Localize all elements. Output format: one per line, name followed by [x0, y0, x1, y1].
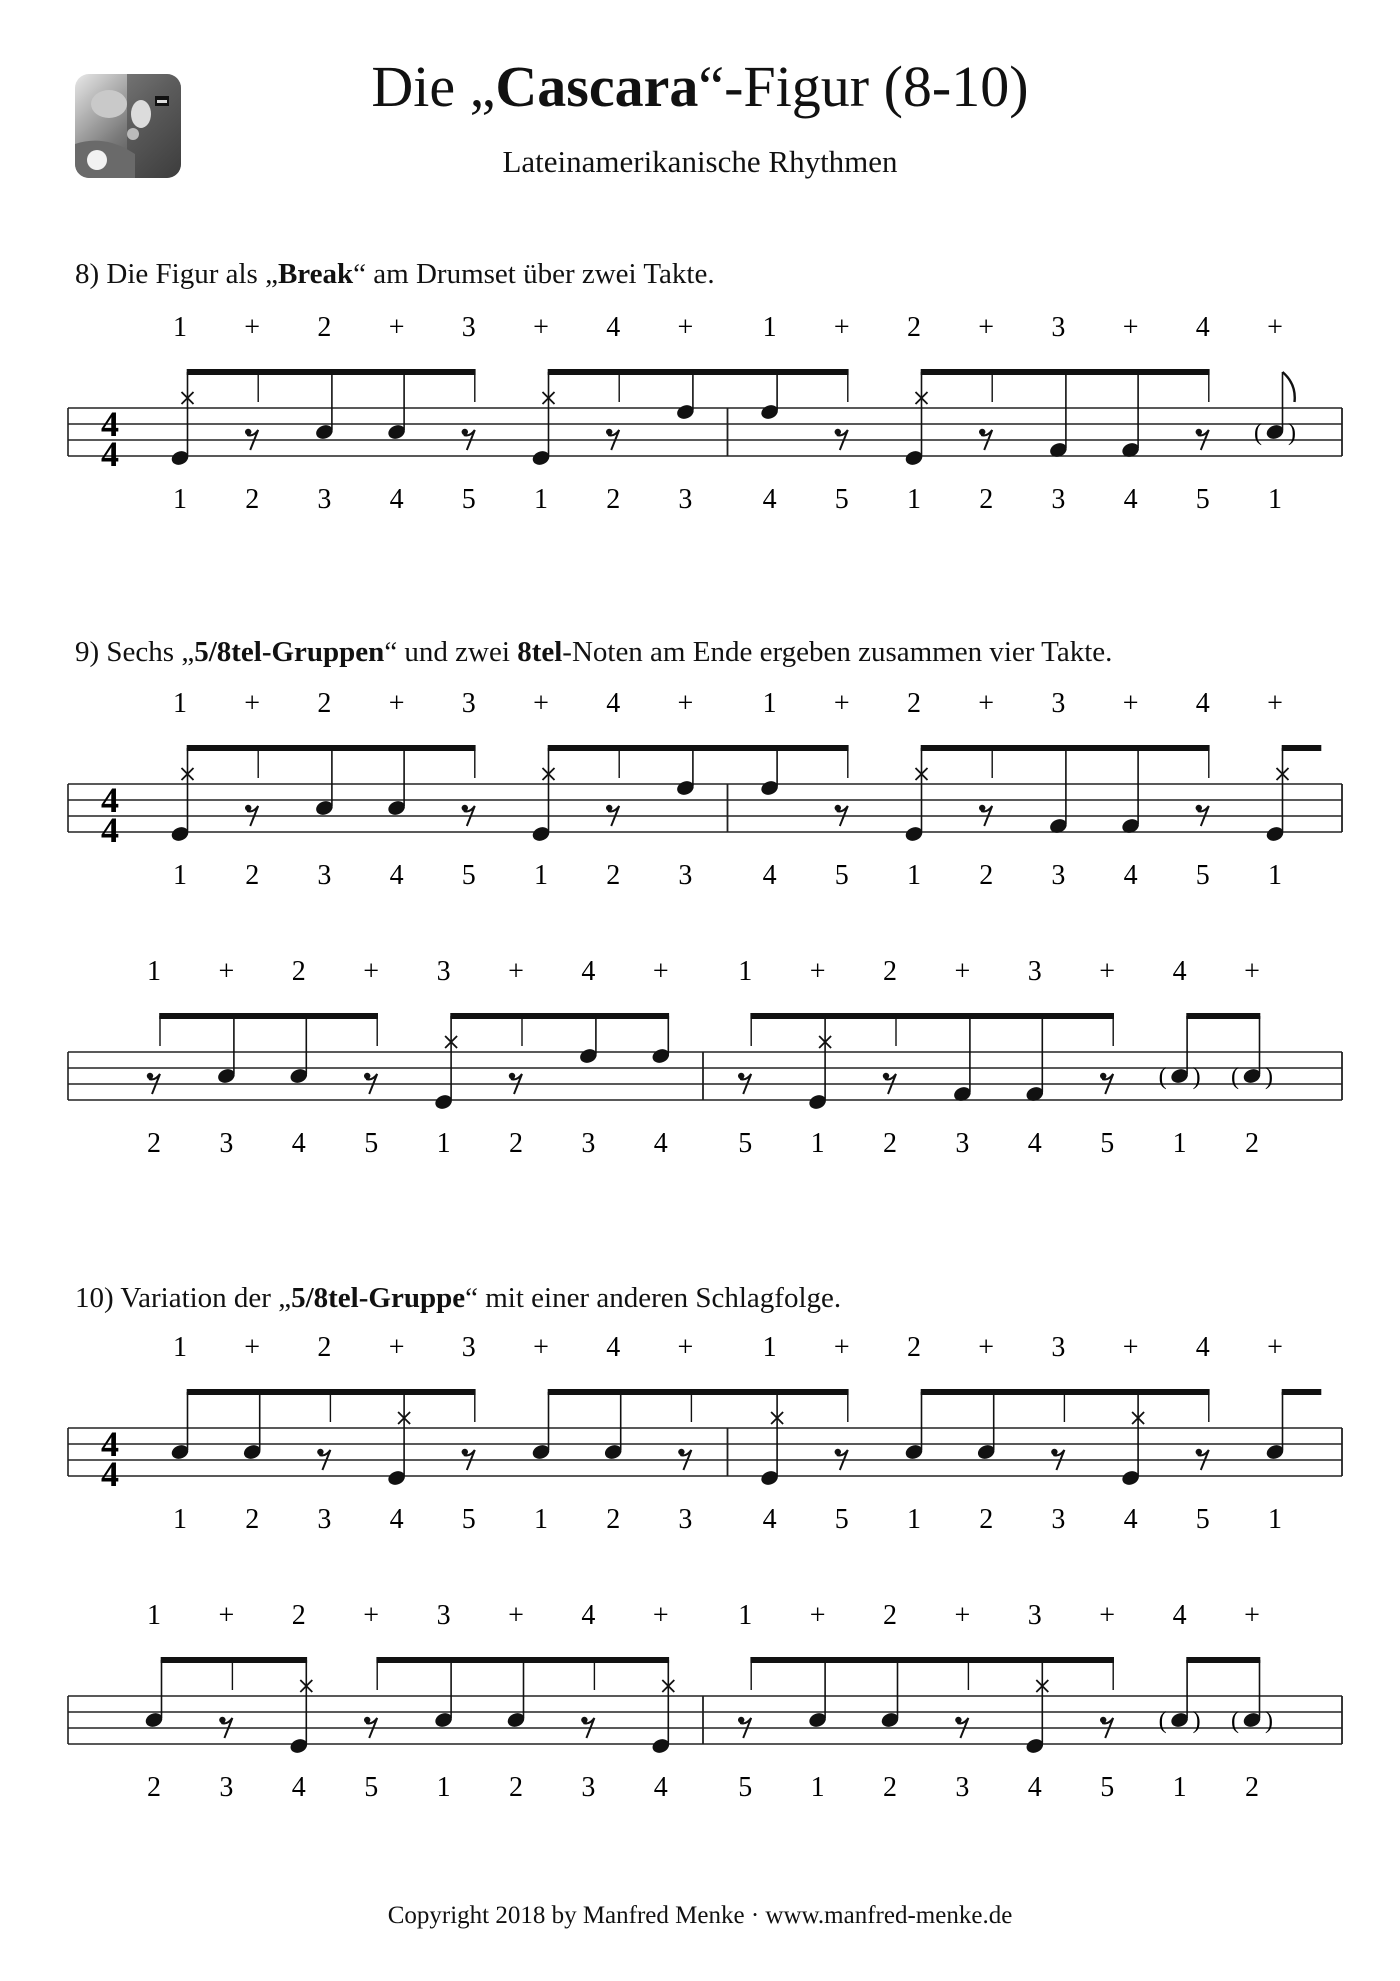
- beam: [548, 745, 849, 751]
- count-label: 4: [606, 1332, 621, 1363]
- group-number: 2: [606, 1504, 621, 1535]
- ghost-paren-right: ): [1288, 420, 1296, 446]
- count-label: 4: [606, 688, 621, 719]
- count-label: +: [1244, 1600, 1260, 1631]
- count-label: +: [533, 312, 549, 343]
- group-number: 2: [1245, 1772, 1259, 1803]
- staff-system-10b: [0, 1588, 1400, 1838]
- ghost-paren-right: ): [1192, 1708, 1201, 1734]
- eighth-rest: [364, 1073, 370, 1079]
- group-number: 3: [581, 1772, 596, 1803]
- eighth-rest: [1196, 1449, 1202, 1455]
- count-label: +: [1122, 312, 1139, 343]
- group-number: 5: [834, 860, 849, 891]
- group-number: 3: [219, 1128, 234, 1159]
- group-number: 2: [147, 1772, 161, 1803]
- group-number: 5: [1195, 484, 1210, 515]
- ghost-paren-left: (: [1254, 420, 1262, 446]
- time-signature-numerator: 4: [101, 1424, 119, 1464]
- group-number: 1: [1268, 484, 1282, 515]
- beam: [921, 369, 1210, 375]
- beam: [376, 1657, 669, 1663]
- page-subtitle: Lateinamerikanische Rhythmen: [502, 144, 898, 179]
- group-number: 1: [1268, 860, 1282, 891]
- group-number: 2: [979, 484, 994, 515]
- count-label: +: [508, 956, 524, 987]
- count-label: 2: [291, 956, 306, 987]
- count-label: 2: [883, 1600, 897, 1631]
- section-8-heading: 8) Die Figur als „Break“ am Drumset über zwei Takte.: [75, 258, 715, 290]
- copyright-footer: Copyright 2018 by Manfred Menke · www.manfred-menke.de: [387, 1902, 1013, 1929]
- group-number: 3: [955, 1772, 970, 1803]
- group-number: 1: [907, 484, 921, 515]
- time-signature-numerator: 4: [101, 404, 119, 444]
- staff-system-9b: [0, 944, 1400, 1194]
- beam: [1186, 1657, 1260, 1663]
- group-number: 3: [1051, 484, 1066, 515]
- beam: [1282, 745, 1322, 751]
- group-number: 5: [738, 1128, 753, 1159]
- count-label: 4: [581, 956, 596, 987]
- count-label: +: [1099, 956, 1116, 987]
- group-number: 5: [1195, 860, 1210, 891]
- group-number: 2: [245, 1504, 260, 1535]
- group-number: 2: [979, 1504, 994, 1535]
- group-number: 4: [762, 1504, 777, 1535]
- count-label: +: [954, 1600, 971, 1631]
- time-signature-numerator: 4: [101, 780, 119, 820]
- count-label: +: [244, 312, 261, 343]
- group-number: 1: [436, 1128, 451, 1159]
- group-number: 3: [678, 484, 693, 515]
- group-number: 1: [436, 1772, 451, 1803]
- group-number: 1: [534, 484, 548, 515]
- eighth-rest: [1100, 1073, 1106, 1079]
- count-label: +: [978, 312, 995, 343]
- count-label: 2: [907, 688, 921, 719]
- eighth-rest: [462, 1449, 468, 1455]
- count-label: 2: [317, 688, 332, 719]
- count-label: 2: [291, 1600, 306, 1631]
- eighth-rest: [1196, 429, 1202, 435]
- group-number: 3: [1051, 1504, 1066, 1535]
- group-number: 1: [534, 860, 548, 891]
- beam: [921, 745, 1210, 751]
- eighth-rest: [606, 429, 612, 435]
- group-number: 1: [1172, 1772, 1187, 1803]
- count-label: +: [533, 688, 549, 719]
- page-title: Die „Cascara“-Figur (8-10): [371, 54, 1029, 119]
- group-number: 1: [810, 1772, 825, 1803]
- ghost-paren-left: (: [1158, 1708, 1167, 1734]
- count-label: 3: [461, 312, 476, 343]
- group-number: 5: [364, 1128, 379, 1159]
- group-number: 5: [461, 860, 476, 891]
- group-number: 2: [509, 1772, 523, 1803]
- count-label: +: [388, 312, 405, 343]
- count-label: +: [533, 1332, 549, 1363]
- count-label: +: [244, 688, 261, 719]
- ghost-paren-right: ): [1192, 1064, 1201, 1090]
- group-number: 2: [245, 484, 260, 515]
- group-number: 1: [173, 1504, 187, 1535]
- time-signature-denominator: 4: [101, 810, 119, 850]
- group-number: 3: [678, 860, 693, 891]
- group-number: 5: [1195, 1504, 1210, 1535]
- count-label: +: [833, 312, 850, 343]
- beam: [548, 369, 849, 375]
- count-label: 3: [1051, 312, 1066, 343]
- eighth-rest: [606, 805, 612, 811]
- count-label: 1: [173, 312, 187, 343]
- beam: [187, 369, 476, 375]
- group-number: 2: [245, 860, 260, 891]
- ghost-paren-left: (: [1231, 1708, 1239, 1734]
- count-label: +: [978, 1332, 995, 1363]
- count-label: 1: [173, 1332, 187, 1363]
- group-number: 3: [678, 1504, 693, 1535]
- eighth-rest: [1100, 1717, 1106, 1723]
- count-label: 3: [461, 688, 476, 719]
- staff-system-8a: [0, 300, 1400, 550]
- staff-system-10a: [0, 1320, 1400, 1570]
- count-label: 1: [762, 688, 777, 719]
- group-number: 5: [738, 1772, 753, 1803]
- count-label: 2: [883, 956, 897, 987]
- group-number: 4: [762, 484, 777, 515]
- count-label: 2: [907, 312, 921, 343]
- group-number: 4: [291, 1772, 306, 1803]
- count-label: 2: [317, 1332, 332, 1363]
- group-number: 1: [907, 1504, 921, 1535]
- count-label: +: [652, 956, 669, 987]
- group-number: 4: [389, 484, 404, 515]
- beam: [187, 745, 476, 751]
- group-number: 3: [219, 1772, 234, 1803]
- eighth-rest: [462, 429, 468, 435]
- eighth-rest: [738, 1717, 744, 1723]
- eighth-rest: [317, 1449, 323, 1455]
- group-number: 1: [1268, 1504, 1282, 1535]
- group-number: 1: [810, 1128, 825, 1159]
- count-label: 1: [738, 956, 753, 987]
- ghost-paren-left: (: [1158, 1064, 1167, 1090]
- count-label: +: [809, 1600, 826, 1631]
- count-label: 1: [762, 1332, 777, 1363]
- count-label: 1: [147, 1600, 161, 1631]
- beam: [161, 1657, 307, 1663]
- group-number: 3: [1051, 860, 1066, 891]
- count-label: 3: [1051, 1332, 1066, 1363]
- group-number: 5: [1100, 1772, 1115, 1803]
- group-number: 2: [147, 1128, 161, 1159]
- count-label: 4: [1172, 1600, 1187, 1631]
- count-label: +: [1267, 688, 1283, 719]
- eighth-rest: [245, 429, 251, 435]
- group-number: 1: [173, 484, 187, 515]
- eighth-rest: [509, 1073, 515, 1079]
- group-number: 3: [317, 1504, 332, 1535]
- count-label: +: [652, 1600, 669, 1631]
- time-signature-denominator: 4: [101, 434, 119, 474]
- count-label: +: [508, 1600, 524, 1631]
- count-label: 2: [907, 1332, 921, 1363]
- count-label: +: [363, 1600, 380, 1631]
- eighth-rest: [245, 805, 251, 811]
- count-label: +: [1122, 688, 1139, 719]
- count-label: 1: [147, 956, 161, 987]
- eighth-rest: [147, 1073, 153, 1079]
- ghost-paren-right: ): [1265, 1708, 1273, 1734]
- count-label: +: [1267, 1332, 1283, 1363]
- count-label: +: [1267, 312, 1283, 343]
- group-number: 4: [291, 1128, 306, 1159]
- beam: [548, 1389, 849, 1395]
- count-label: 1: [173, 688, 187, 719]
- group-number: 4: [1123, 860, 1138, 891]
- count-label: 3: [436, 1600, 451, 1631]
- count-label: 2: [317, 312, 332, 343]
- count-label: 3: [1027, 1600, 1042, 1631]
- count-label: 4: [1172, 956, 1187, 987]
- count-label: 4: [606, 312, 621, 343]
- count-label: 4: [1195, 1332, 1210, 1363]
- eighth-rest: [835, 805, 841, 811]
- group-number: 5: [834, 484, 849, 515]
- eighth-flag: [1283, 372, 1295, 402]
- group-number: 1: [173, 860, 187, 891]
- count-label: +: [978, 688, 995, 719]
- eighth-rest: [1051, 1449, 1057, 1455]
- group-number: 1: [1172, 1128, 1187, 1159]
- group-number: 3: [317, 484, 332, 515]
- beam: [450, 1013, 669, 1019]
- group-number: 2: [509, 1128, 523, 1159]
- time-signature-denominator: 4: [101, 1454, 119, 1494]
- group-number: 4: [653, 1772, 668, 1803]
- group-number: 4: [389, 860, 404, 891]
- eighth-rest: [1196, 805, 1202, 811]
- count-label: +: [954, 956, 971, 987]
- group-number: 4: [389, 1504, 404, 1535]
- group-number: 3: [317, 860, 332, 891]
- group-number: 5: [364, 1772, 379, 1803]
- count-label: +: [677, 312, 694, 343]
- eighth-rest: [678, 1449, 684, 1455]
- beam: [187, 1389, 476, 1395]
- count-label: 4: [581, 1600, 596, 1631]
- group-number: 5: [1100, 1128, 1115, 1159]
- eighth-rest: [581, 1717, 587, 1723]
- eighth-rest: [462, 805, 468, 811]
- count-label: 3: [1027, 956, 1042, 987]
- count-label: 3: [461, 1332, 476, 1363]
- eighth-rest: [835, 429, 841, 435]
- group-number: 2: [883, 1128, 897, 1159]
- group-number: 3: [581, 1128, 596, 1159]
- count-label: 4: [1195, 312, 1210, 343]
- eighth-rest: [738, 1073, 744, 1079]
- beam: [159, 1013, 378, 1019]
- beam: [1186, 1013, 1260, 1019]
- count-label: 1: [738, 1600, 753, 1631]
- group-number: 5: [461, 484, 476, 515]
- group-number: 2: [606, 484, 621, 515]
- group-number: 2: [979, 860, 994, 891]
- count-label: +: [244, 1332, 261, 1363]
- group-number: 2: [606, 860, 621, 891]
- eighth-rest: [364, 1717, 370, 1723]
- eighth-rest: [219, 1717, 225, 1723]
- count-label: +: [1099, 1600, 1116, 1631]
- group-number: 4: [762, 860, 777, 891]
- count-label: 1: [762, 312, 777, 343]
- count-label: +: [1244, 956, 1260, 987]
- eighth-rest: [979, 805, 985, 811]
- group-number: 2: [1245, 1128, 1259, 1159]
- beam: [750, 1657, 1114, 1663]
- group-number: 1: [534, 1504, 548, 1535]
- count-label: +: [1122, 1332, 1139, 1363]
- group-number: 5: [834, 1504, 849, 1535]
- count-label: 4: [1195, 688, 1210, 719]
- count-label: +: [833, 1332, 850, 1363]
- beam: [921, 1389, 1210, 1395]
- group-number: 4: [1027, 1772, 1042, 1803]
- group-number: 1: [907, 860, 921, 891]
- count-label: +: [388, 1332, 405, 1363]
- count-label: +: [677, 688, 694, 719]
- beam: [750, 1013, 1114, 1019]
- count-label: +: [809, 956, 826, 987]
- eighth-rest: [979, 429, 985, 435]
- staff-system-9a: [0, 676, 1400, 926]
- eighth-rest: [955, 1717, 961, 1723]
- count-label: +: [218, 956, 235, 987]
- count-label: +: [218, 1600, 235, 1631]
- group-number: 5: [461, 1504, 476, 1535]
- ghost-paren-left: (: [1231, 1064, 1239, 1090]
- count-label: +: [677, 1332, 694, 1363]
- group-number: 3: [955, 1128, 970, 1159]
- beam: [1282, 1389, 1322, 1395]
- section-10-heading: 10) Variation der „5/8tel-Gruppe“ mit einer anderen Schlagfolge.: [75, 1282, 842, 1314]
- count-label: +: [388, 688, 405, 719]
- group-number: 2: [883, 1772, 897, 1803]
- group-number: 4: [1123, 1504, 1138, 1535]
- eighth-rest: [883, 1073, 889, 1079]
- ghost-paren-right: ): [1265, 1064, 1273, 1090]
- section-9-heading: 9) Sechs „5/8tel-Gruppen“ und zwei 8tel-Noten am Ende ergeben zusammen vier Takte.: [75, 636, 1113, 668]
- count-label: 3: [1051, 688, 1066, 719]
- group-number: 4: [653, 1128, 668, 1159]
- eighth-rest: [835, 1449, 841, 1455]
- group-number: 4: [1123, 484, 1138, 515]
- count-label: +: [833, 688, 850, 719]
- group-number: 4: [1027, 1128, 1042, 1159]
- count-label: 3: [436, 956, 451, 987]
- count-label: +: [363, 956, 380, 987]
